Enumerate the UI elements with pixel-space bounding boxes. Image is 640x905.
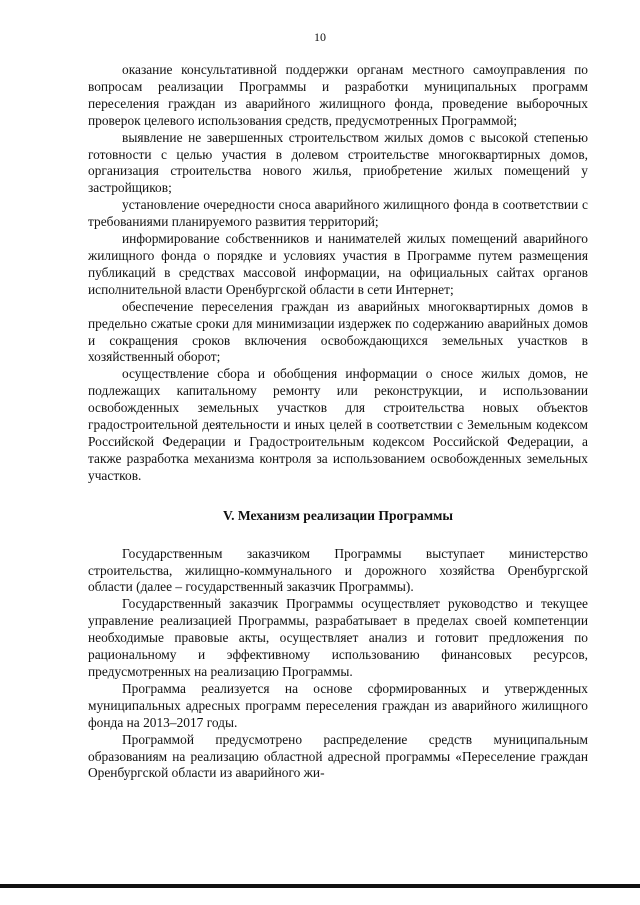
paragraph: Программа реализуется на основе сформированных и утвержденных муниципальных адресных программ переселения граждан из аварийного жилищного фонда на 2013–2017 годы. — [88, 680, 588, 730]
list-item: оказание консультативной поддержки органам местного самоуправления по вопросам реализации Программы и разработки муниципальных программ переселения граждан из аварийного жилищного фонда, проведение выборочных проверок целевого использования средств, предусмотренных Программой; — [88, 62, 588, 128]
page-number: 10 — [314, 30, 326, 44]
paragraph: Государственным заказчиком Программы выступает министерство строительства, жилищно-коммунального и дорожного хозяйства Оренбургской области (далее – государственный заказчик Программы). — [88, 545, 588, 595]
page-bottom-rule — [0, 884, 640, 888]
paragraph: Программой предусмотрено распределение средств муниципальным образованиям на реализацию областной адресной программы «Переселение граждан Оренбургской области из аварийного жи- — [88, 731, 588, 781]
list-item: выявление не завершенных строительством жилых домов с высокой степенью готовности с целью участия в долевом строительстве многоквартирных домов, организация строительства нового жилья, приобретение жилых помещений у застройщиков; — [88, 129, 588, 196]
section-heading: V. Механизм реализации Программы — [223, 507, 453, 523]
list-item: осуществление сбора и обобщения информации о сносе жилых домов, не подлежащих капитальному ремонту или реконструкции, и использовании освобожденных земельных участков для строительства новых объектов градостроительной деятельности и иных целей в соответствии с Земельным кодексом Российской Федерации и Градостроительным кодексом Российской Федерации, а также разработка механизма контроля за использованием освобожденных земельных участков. — [88, 366, 588, 483]
document-body — [88, 62, 588, 782]
list-item: обеспечение переселения граждан из аварийных многоквартирных домов в предельно сжатые сроки для минимизации издержек по содержанию аварийных домов и сокращения сроков включения освобождающихся земельных участков в хозяйственный оборот; — [88, 298, 588, 365]
list-item: информирование собственников и нанимателей жилых помещений аварийного жилищного фонда о порядке и условиях участия в Программе путем размещения публикаций в средствах массовой информации, на официальных сайтах органов исполнительной власти Оренбургской области в сети Интернет; — [88, 231, 588, 297]
paragraph: Государственный заказчик Программы осуществляет руководство и текущее управление реализацией Программы, разрабатывает в пределах своей компетенции необходимые правовые акты, осуществляет анализ и готовит предложения по рациональному и эффективному использованию финансовых ресурсов, предусмотренных на реализацию Программы. — [88, 596, 588, 679]
list-item: установление очередности сноса аварийного жилищного фонда в соответствии с требованиями планируемого развития территорий; — [88, 197, 588, 230]
